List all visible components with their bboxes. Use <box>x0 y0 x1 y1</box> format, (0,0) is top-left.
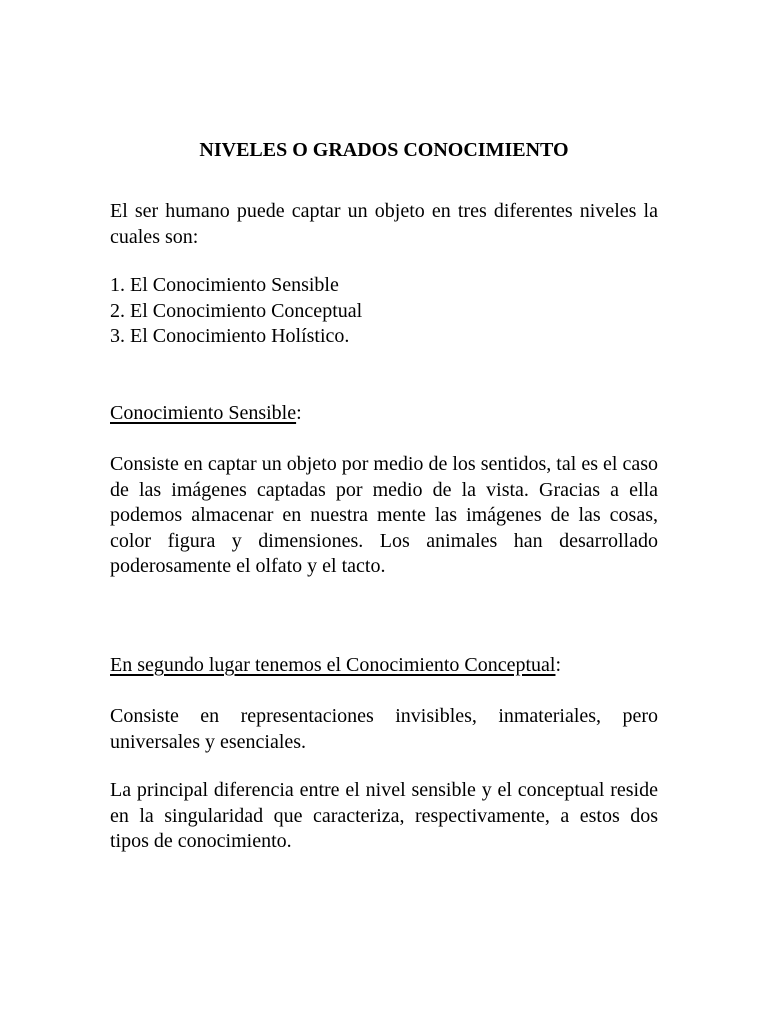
section-heading-sensible-text: Conocimiento Sensible <box>110 402 297 424</box>
list-item: 2. El Conocimiento Conceptual <box>110 299 363 322</box>
section-heading-sensible <box>110 401 658 427</box>
heading-colon: : <box>296 402 302 424</box>
section-heading-conceptual-text: En segundo lugar tenemos el Conocimiento Conceptual <box>110 654 556 676</box>
difference-paragraph: La principal diferencia entre el nivel sensible y el conceptual reside en la singularidad que caracteriza, respectivamente, a estos dos tipos de conocimiento. <box>110 779 658 852</box>
heading-colon: : <box>555 654 562 676</box>
list-item: 1. El Conocimiento Sensible <box>110 274 339 296</box>
sensible-paragraph: Consiste en captar un objeto por medio de los sentidos, tal es el caso de las imágenes captadas por medio de la vista. Gracias a ella podemos almacenar en nuestra mente las imágenes de las cosas, color figura y dimensiones. Los animales han desarrollado poderosamente el olfato y el tacto. <box>110 453 658 577</box>
section-heading-conceptual <box>110 653 658 679</box>
levels-list <box>110 273 658 350</box>
list-item: 3. El Conocimiento Holístico. <box>110 325 350 347</box>
document-title: NIVELES O GRADOS CONOCIMIENTO <box>199 139 569 161</box>
conceptual-paragraph: Consiste en representaciones invisibles, inmateriales, pero universales y esenciales. <box>110 705 658 753</box>
intro-paragraph: El ser humano puede captar un objeto en tres diferentes niveles la cuales son: <box>110 200 658 248</box>
